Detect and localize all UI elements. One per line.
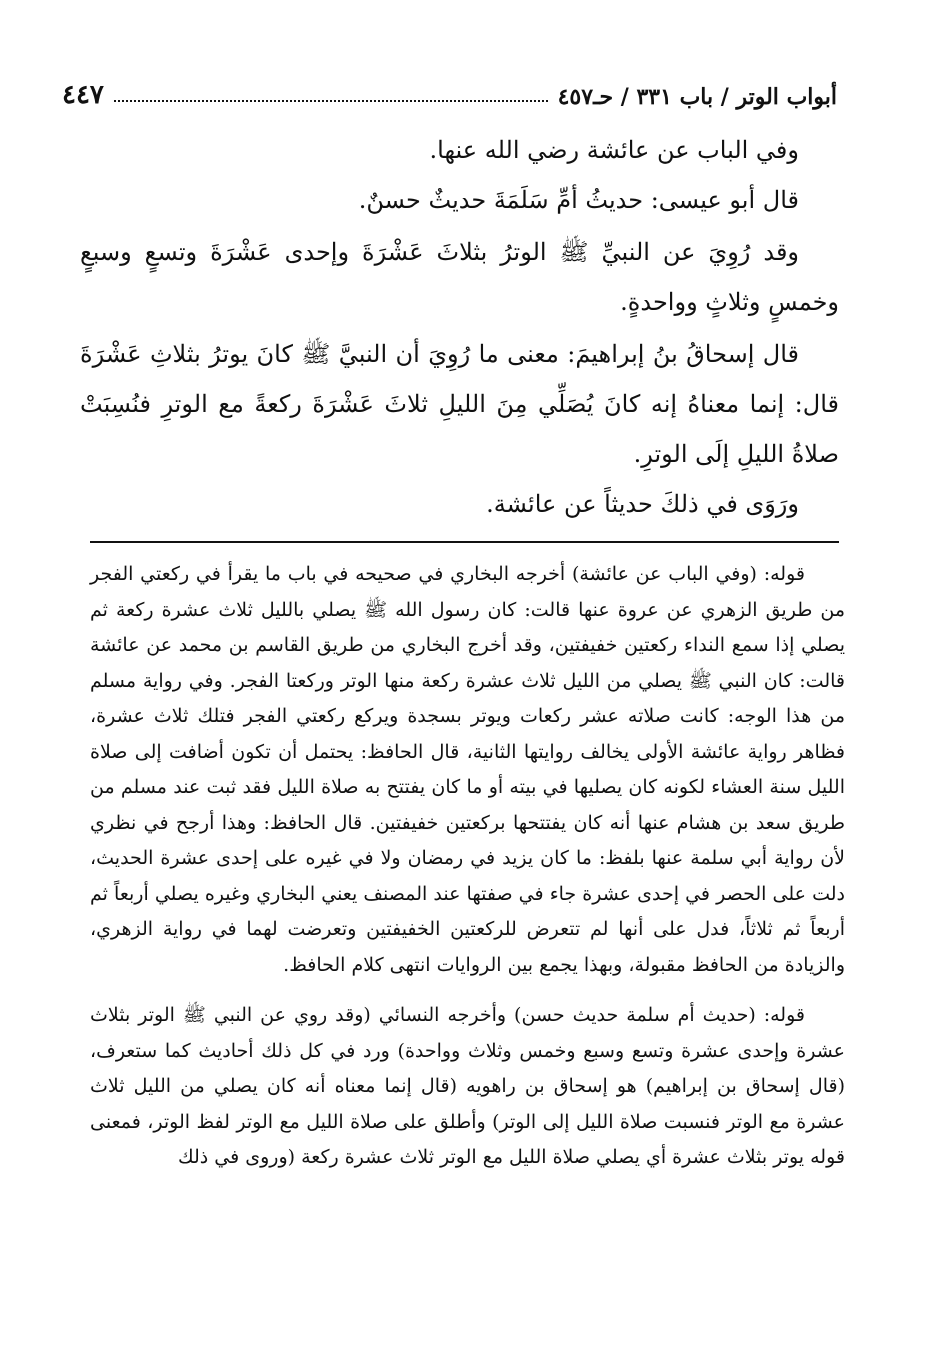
header-title: أبواب الوتر / باب ٣٣١ / حـ٤٥٧ — [557, 84, 837, 110]
main-paragraph: وفي الباب عن عائشة رضي الله عنها. — [429, 136, 799, 164]
commentary-paragraph: قوله: (حديث أم سلمة حديث حسن) وأخرجه النسائي (وقد روي عن النبي ﷺ الوتر بثلاث عشرة وإحدى عشرة وتسع وسبع وخمس وثلاث وواحدة) ورد في كل ذلك أحاديث كما ستعرف، (قال إسحاق بن إبراهيم) هو إسحاق بن راهويه (قال إنما معناه أنه كان يصلي من الليل ثلاث عشرة مع الوتر فنسبت صلاة الليل إلى الوتر) وأطلق على صلاة الليل مع الوتر لفظ الوتر، فمعنى قوله يوتر بثلاث عشرة أي يصلي صلاة الليل مع الوتر ثلاث عشرة ركعة (وروى في ذلك — [90, 1004, 845, 1168]
main-paragraph: وقد رُوِيَ عن النبيِّ ﷺ الوترُ بثلاثَ عَشْرَةَ وإحدى عَشْرَةَ وتسعٍ وسبعٍ وخمسٍ وثلاثٍ وواحدةٍ. — [80, 238, 839, 316]
main-paragraph: ورَوَى في ذلكَ حديثاً عن عائشة. — [486, 490, 799, 518]
footnote-divider — [90, 541, 839, 543]
header-dot-leader — [114, 99, 548, 102]
main-text — [80, 125, 839, 529]
commentary-paragraph: قوله: (وفي الباب عن عائشة) أخرجه البخاري في صحيحه في باب ما يقرأ في ركعتي الفجر من طريق الزهري عن عروة عنها قالت: كان رسول الله ﷺ يصلي بالليل ثلاث عشرة ركعة ثم يصلي إذا سمع النداء ركعتين خفيفتين، وقد أخرج البخاري من طريق القاسم بن محمد عن عائشة قالت: كان النبي ﷺ يصلي من الليل ثلاث عشرة ركعة منها الوتر وركعتا الفجر. وفي رواية مسلم من هذا الوجه: كانت صلاته عشر ركعات ويوتر بسجدة ويركع ركعتي الفجر فتلك ثلاث عشرة، فظاهر رواية عائشة الأولى يخالف روايتها الثانية، قال الحافظ: يحتمل أن تكون أضافت إلى صلاة الليل سنة العشاء لكونه كان يصليها في بيته أو ما كان يفتتح به صلاة الليل فقد ثبت عند مسلم من طريق سعد بن هشام عنها أنه كان يفتتحها بركعتين خفيفتين. قال الحافظ: وهذا أرجح في نظري لأن رواية أبي سلمة عنها بلفظ: ما كان يزيد في رمضان ولا في غيره على إحدى عشرة الحديث، دلت على الحصر في إحدى عشرة جاء في صفتها عند المصنف يعني البخاري وغيره يصلي أربعاً ثم أربعاً ثم ثلاثاً، فدل على أنها لم تتعرض للركعتين الخفيفتين وتعرضت لهما في رواية الزهري، والزيادة من الحافظ مقبولة، وبهذا يجمع بين الروايات انتهى كلام الحافظ. — [90, 563, 845, 976]
running-header — [62, 70, 837, 110]
main-paragraph: قال أبو عيسى: حديثُ أمِّ سَلَمَةَ حديثٌ حسنٌ. — [358, 186, 799, 214]
commentary — [90, 557, 845, 1176]
page-number: ٤٤٧ — [62, 80, 104, 110]
main-paragraph: قال إسحاقُ بنُ إبراهيمَ: معنى ما رُوِيَ أن النبيَّ ﷺ كانَ يوترُ بثلاثِ عَشْرَةَ قال: إنما معناهُ إنه كانَ يُصَلِّي مِنَ الليلِ ثلاثَ عَشْرَةَ ركعةً مع الوترِ فنُسِبَتْ صلاةُ الليلِ إلَى الوترِ. — [80, 340, 839, 468]
